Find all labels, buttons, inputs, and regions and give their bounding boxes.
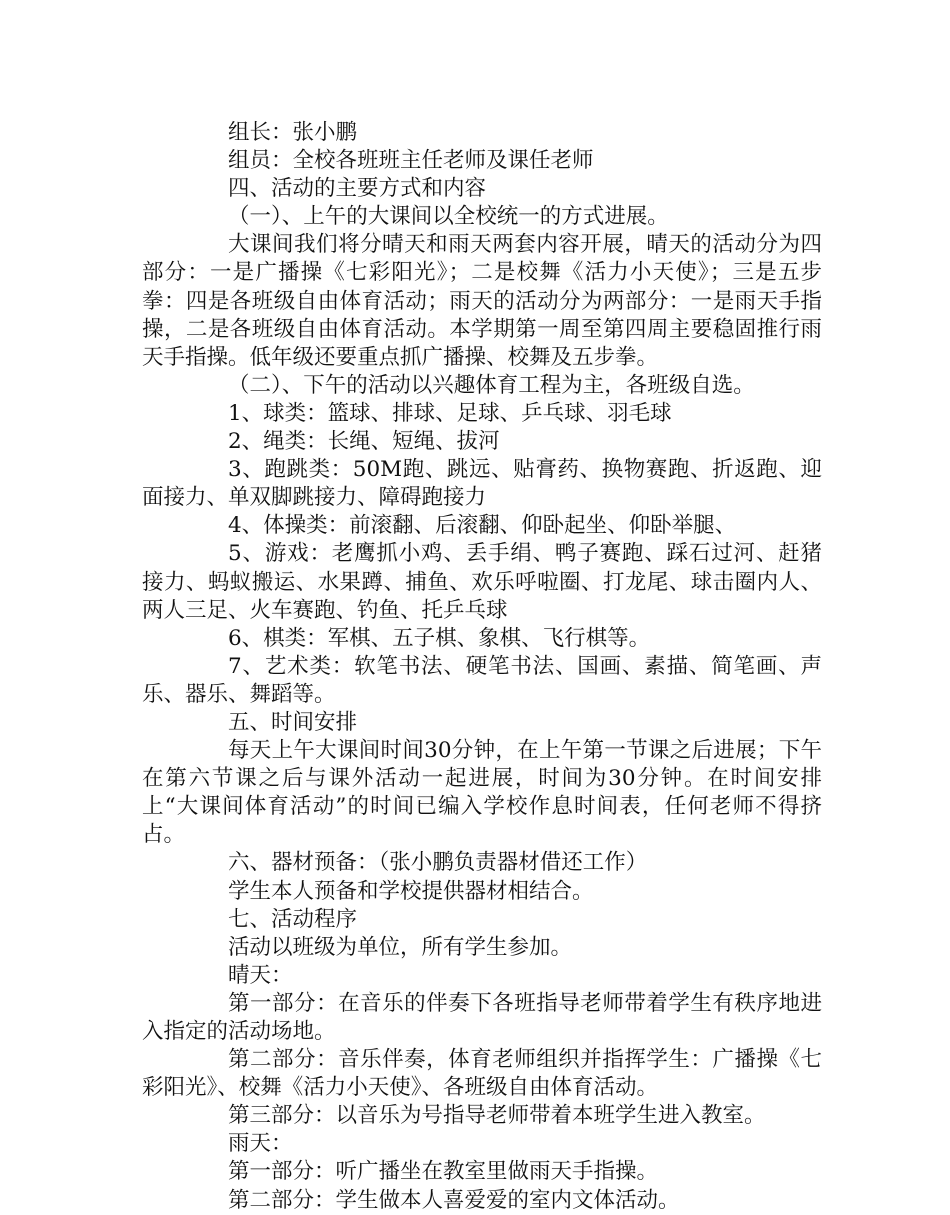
paragraph: 学生本人预备和学校提供器材相结合。 bbox=[228, 878, 594, 904]
section-heading: 六、器材预备：（张小鹏负责器材借还工作） bbox=[228, 850, 648, 876]
list-item: 3、跑跳类：50M跑、跳远、贴膏药、换物赛跑、折返跑、迎面接力、单双脚跳接力、障碍跑接力 bbox=[142, 457, 822, 511]
paragraph: 第三部分：以音乐为号指导老师带着本班学生进入教室。 bbox=[228, 1103, 766, 1129]
list-item: 5、游戏：老鹰抓小鸡、丢手绢、鸭子赛跑、踩石过河、赶猪接力、蚂蚁搬运、水果蹲、捕鱼、欢乐呼啦圈、打龙尾、球击圈内人、两人三足、火车赛跑、钓鱼、托乒乓球 bbox=[142, 541, 822, 623]
paragraph: 第二部分：音乐伴奏，体育老师组织并指挥学生：广播操《七彩阳光》、校舞《活力小天使》、各班级自由体育活动。 bbox=[142, 1047, 822, 1101]
section-heading: 五、时间安排 bbox=[228, 709, 358, 735]
paragraph: 组员：全校各班班主任老师及课任老师 bbox=[228, 148, 594, 174]
paragraph: 组长：张小鹏 bbox=[228, 120, 358, 145]
list-item: 2、绳类：长绳、短绳、拔河 bbox=[228, 429, 500, 455]
paragraph: 每天上午大课间时间30分钟，在上午第一节课之后进展；下午在第六节课之后与课外活动一起进展，时间为30分钟。在时间安排上“大课间体育活动”的时间已编入学校作息时间表，任何老师不得挤占。 bbox=[142, 738, 822, 848]
paragraph: 第一部分：听广播坐在教室里做雨天手指操。 bbox=[228, 1159, 659, 1185]
paragraph: 大课间我们将分晴天和雨天两套内容开展，晴天的活动分为四部分：一是广播操《七彩阳光》；二是校舞《活力小天使》；三是五步拳：四是各班级自由体育活动；雨天的活动分为两部分：一是雨天手指操，二是各班级自由体育活动。本学期第一周至第四周主要稳固推行雨天手指操。低年级还要重点抓广播操、校舞及五步拳。 bbox=[142, 232, 822, 370]
paragraph: 晴天： bbox=[228, 962, 293, 988]
subsection-heading: （二）、下午的活动以兴趣体育工程为主，各班级自选。 bbox=[228, 372, 755, 398]
section-heading: 七、活动程序 bbox=[228, 906, 358, 932]
list-item: 1、球类：篮球、排球、足球、乒乓球、羽毛球 bbox=[228, 400, 672, 426]
paragraph: 雨天： bbox=[228, 1131, 293, 1157]
paragraph: 活动以班级为单位，所有学生参加。 bbox=[228, 934, 573, 960]
document-body bbox=[142, 119, 822, 1215]
list-item: 7、艺术类：软笔书法、硬笔书法、国画、素描、简笔画、声乐、器乐、舞蹈等。 bbox=[142, 653, 822, 707]
paragraph: 第一部分：在音乐的伴奏下各班指导老师带着学生有秩序地进入指定的活动场地。 bbox=[142, 990, 822, 1044]
paragraph: 第二部分：学生做本人喜爱爱的室内文体活动。 bbox=[228, 1187, 680, 1213]
subsection-heading: （一）、上午的大课间以全校统一的方式进展。 bbox=[228, 204, 669, 230]
section-heading: 四、活动的主要方式和内容 bbox=[228, 176, 487, 202]
list-item: 6、棋类：军棋、五子棋、象棋、飞行棋等。 bbox=[228, 625, 651, 651]
list-item: 4、体操类：前滚翻、后滚翻、仰卧起坐、仰卧举腿、 bbox=[228, 513, 737, 539]
